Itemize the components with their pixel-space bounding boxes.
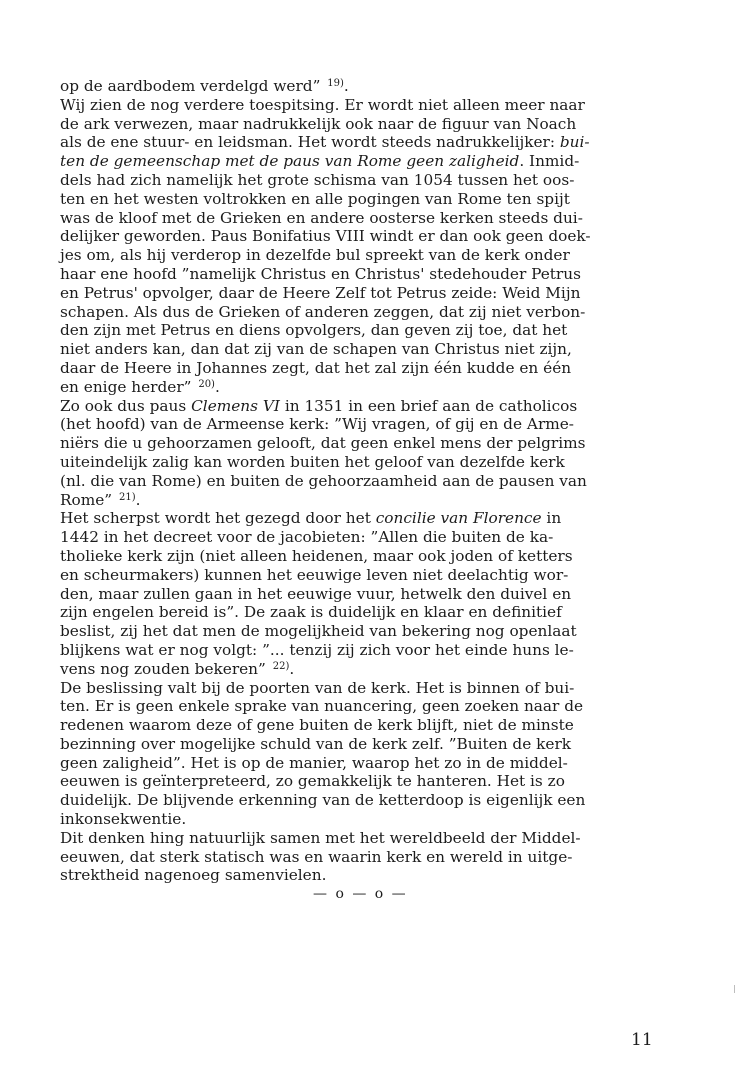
text-run: . Inmid- — [519, 152, 580, 171]
text-run: de ark verwezen, maar nadrukkelijk ook naar de figuur van Noach — [60, 114, 577, 133]
text-run: (het hoofd) van de Armeense kerk: ”Wij vragen, of gij en de Arme- — [60, 415, 574, 434]
text-run: strektheid nagenoeg samenvielen. — [60, 866, 327, 885]
text-run: duidelijk. De blijvende erkenning van de ketterdoop is eigenlijk een — [60, 791, 586, 810]
text-run: bui- — [559, 133, 590, 152]
page-number: 11 — [631, 1030, 653, 1050]
text-line — [60, 378, 675, 397]
text-line — [60, 340, 675, 359]
text-line — [60, 509, 675, 528]
text-run: haar ene hoofd ”namelijk Christus en Christus' stedehouder Petrus — [60, 264, 581, 283]
text-run: Het scherpst wordt het gezegd door het — [60, 509, 376, 528]
text-run: ten de gemeenschap met de paus van Rome geen zaligheid — [60, 152, 520, 171]
text-run: den zijn met Petrus en diens opvolgers, dan geven zij toe, dat het — [60, 321, 568, 340]
text-run: eeuwen is geïnterpreteerd, zo gemakkelijk te hanteren. Het is zo — [60, 772, 565, 791]
text-run: daar de Heere in Johannes zegt, dat het zal zijn één kudde en één — [60, 358, 572, 377]
text-run: als de ene stuur- en leidsman. Het wordt steeds nadrukkelijker: — [60, 133, 560, 152]
text-run: De beslissing valt bij de poorten van de kerk. Het is binnen of bui- — [60, 678, 575, 697]
text-line — [60, 77, 675, 96]
text-run: . — [343, 77, 349, 95]
text-line — [60, 434, 675, 453]
text-run: schapen. Als dus de Grieken of anderen zeggen, dat zij niet verbon- — [60, 302, 586, 321]
text-line — [60, 227, 675, 246]
text-run: (nl. die van Rome) en buiten de gehoorzaamheid aan de pausen van — [60, 471, 587, 490]
text-run: op de aardbodem verdelgd werd” — [60, 77, 326, 95]
text-line — [60, 810, 675, 829]
text-line — [60, 829, 675, 848]
footnote-ref: 19) — [327, 78, 344, 89]
text-run: jes om, als hij verderop in dezelfde bul spreekt van de kerk onder — [60, 246, 570, 265]
text-line — [60, 791, 675, 810]
text-run: Dit denken hing natuurlijk samen met het wereldbeeld der Middel- — [60, 828, 581, 847]
body-text — [60, 77, 675, 904]
text-run: Wij zien de nog verdere toespitsing. Er wordt niet alleen meer naar — [60, 95, 585, 114]
footnote-ref: 20) — [198, 378, 215, 390]
text-run: en enige herder” — [60, 377, 197, 396]
text-line — [60, 491, 675, 510]
margin-mark — [734, 985, 735, 993]
text-run: uiteindelijk zalig kan worden buiten het geloof van dezelfde kerk — [60, 452, 565, 471]
text-line — [60, 772, 675, 791]
text-line — [60, 190, 675, 209]
text-run: 1442 in het decreet voor de jacobieten: ”Allen die buiten de ka- — [60, 528, 554, 547]
text-line — [60, 359, 675, 378]
text-line — [60, 603, 675, 622]
text-line — [60, 697, 675, 716]
text-line — [60, 415, 675, 434]
text-run: niet anders kan, dan dat zij van de schapen van Christus niet zijn, — [60, 340, 572, 359]
text-run: Zo ook dus paus — [60, 396, 192, 415]
text-line — [60, 641, 675, 660]
text-run: niërs die u gehoorzamen gelooft, dat geen enkel mens der pelgrims — [60, 434, 586, 453]
text-line — [60, 679, 675, 698]
text-run: . — [289, 659, 295, 678]
text-line — [60, 848, 675, 867]
text-run: concilie van Florence — [375, 509, 542, 528]
text-line — [60, 566, 675, 585]
text-run: eeuwen, dat sterk statisch was en waarin kerk en wereld in uitge- — [60, 847, 573, 866]
footnote-ref: 22) — [272, 660, 290, 672]
text-line — [60, 754, 675, 773]
text-run: . — [214, 377, 220, 396]
text-run: dels had zich namelijk het grote schisma van 1054 tussen het oos- — [60, 170, 575, 189]
text-run: redenen waarom deze of gene buiten de kerk blijft, niet de minste — [60, 716, 574, 735]
text-line — [60, 397, 675, 416]
text-line — [60, 547, 675, 566]
footnote-ref: 21) — [118, 491, 136, 503]
text-line — [60, 133, 675, 152]
text-run: tholieke kerk zijn (niet alleen heidenen, maar ook joden of ketters — [60, 546, 573, 565]
text-run: ten. Er is geen enkele sprake van nuancering, geen zoeken naar de — [60, 697, 584, 716]
text-line — [60, 171, 675, 190]
text-run: ten en het westen voltrokken en alle pogingen van Rome ten spijt — [60, 189, 570, 208]
text-run: was de kloof met de Grieken en andere oosterse kerken steeds dui- — [60, 208, 583, 227]
text-line — [60, 284, 675, 303]
text-run: en Petrus' opvolger, daar de Heere Zelf tot Petrus zeide: Weid Mijn — [60, 283, 581, 302]
text-run: delijker geworden. Paus Bonifatius VIII windt er dan ook geen doek- — [60, 227, 591, 246]
text-line — [60, 321, 675, 340]
text-line — [60, 716, 675, 735]
text-run: zijn engelen bereid is”. De zaak is duidelijk en klaar en definitief — [60, 603, 562, 622]
text-run: blijkens wat er nog volgt: ”... tenzij zij zich voor het einde huns le- — [60, 640, 574, 659]
text-run: vens nog zouden bekeren” — [60, 659, 271, 678]
text-line — [60, 453, 675, 472]
text-run: geen zaligheid”. Het is op de manier, waarop het zo in de middel- — [60, 753, 568, 772]
text-line — [60, 115, 675, 134]
text-line — [60, 303, 675, 322]
text-run: inkonsekwentie. — [60, 810, 187, 829]
text-line — [60, 622, 675, 641]
text-line — [60, 472, 675, 491]
text-line — [60, 866, 675, 885]
text-line — [60, 96, 675, 115]
text-line — [60, 246, 675, 265]
text-run: in — [541, 509, 562, 528]
text-run: beslist, zij het dat men de mogelijkheid van bekering nog openlaat — [60, 622, 577, 641]
text-run: . — [135, 490, 141, 509]
text-run: in 1351 in een brief aan de catholicos — [279, 396, 578, 415]
text-line — [60, 209, 675, 228]
text-line — [60, 585, 675, 604]
section-divider: — o — o — — [313, 886, 408, 903]
text-line — [60, 152, 675, 171]
text-run: en scheurmakers) kunnen het eeuwige leven niet deelachtig wor- — [60, 565, 569, 584]
text-line — [60, 528, 675, 547]
text-line — [60, 660, 675, 679]
text-run: den, maar zullen gaan in het eeuwige vuur, hetwelk den duivel en — [60, 584, 572, 603]
text-run: Clemens VI — [191, 396, 280, 415]
text-line — [60, 735, 675, 754]
text-run: bezinning over mogelijke schuld van de kerk zelf. ”Buiten de kerk — [60, 734, 572, 753]
text-line — [60, 265, 675, 284]
text-run: Rome” — [60, 490, 117, 509]
